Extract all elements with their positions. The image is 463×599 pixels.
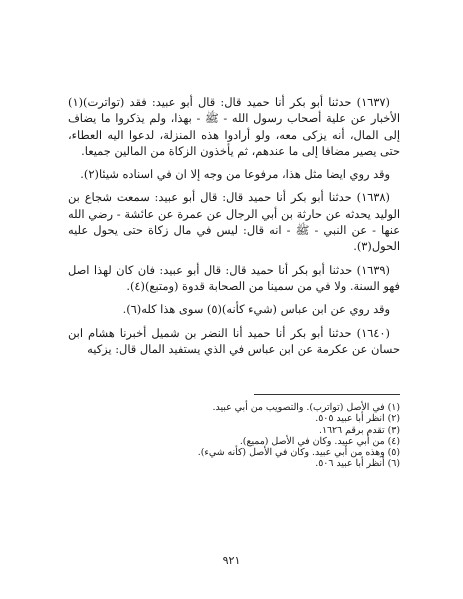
main-text bbox=[68, 94, 400, 364]
paragraph-note-1639: وقد روي عن ابن عباس (شيء كأنه)(٥) سوى هذا كله(٦). bbox=[122, 302, 390, 317]
footnote-6: (٦) أنظر أبا عبيد ٥٠٦. bbox=[315, 458, 400, 470]
page-number: ٩٢١ bbox=[222, 554, 241, 567]
paragraph-1638: (١٦٣٨) حدثنا أبو بكر أنا حميد قال: قال أبو عبيد: سمعت شجاع بن الوليد يحدثه عن حارثة بن أبي الرجال عن عمرة عن عائشة - رضي الله عنها - عن النبي - ﷺ - انه قال: ليس في مال زكاة حتى يحول عليه الحول(٣). bbox=[68, 190, 400, 254]
footnote-4: (٤) من أبي عبيد. وكان في الأصل (مميع). bbox=[239, 435, 400, 447]
footnote-1: (١) في الأصل (تواترب). والتصويب من أبي عبيد. bbox=[212, 402, 400, 413]
footnote-2: (٢) انظر أبا عبيد ٥٠٥. bbox=[315, 413, 400, 425]
paragraph-1640: (١٦٤٠) حدثنا أبو بكر أنا حميد أنا النضر بن شميل أخبرنا هشام ابن حسان عن عكرمة عن ابن عباس في الذي يستفيد المال قال: يزكيه bbox=[68, 325, 400, 356]
footnote-5: (٥) وهذه من أبي عبيد. وكان في الأصل (كأنه شيء). bbox=[197, 447, 400, 459]
footnotes-list bbox=[170, 402, 400, 470]
footnote-3: (٣) تقدم برقم ١٦٢٦. bbox=[318, 424, 400, 436]
paragraph-1637: (١٦٣٧) حدثنا أبو بكر أنا حميد قال: قال أبو عبيد: فقد (تواترت)(١) الأخبار عن علية أصحاب رسول الله - ﷺ - بهذا، ولم يذكروا ما يضاف إلى المال، أنه يزكى معه، ولو أرادوا هذه المنزلة، لدعوا اليه العطاء، حتى يصير مضافا إلى ما عندهم، ثم يأخذون الزكاة من المالين جميعا. bbox=[68, 95, 400, 158]
paragraph-note-1637: وقد روي ايضا مثل هذا، مرفوعا من وجه إلا ان في اسناده شيئا(٢). bbox=[80, 167, 390, 182]
paragraph-1639: (١٦٣٩) حدثنا أبو بكر أنا حميد قال: قال أبو عبيد: فان كان لهذا اصل فهو السنة. ولا في من سمينا من الصحابة قدوة (ومتبع)(٤). bbox=[68, 262, 400, 293]
footnote-divider bbox=[254, 394, 400, 395]
